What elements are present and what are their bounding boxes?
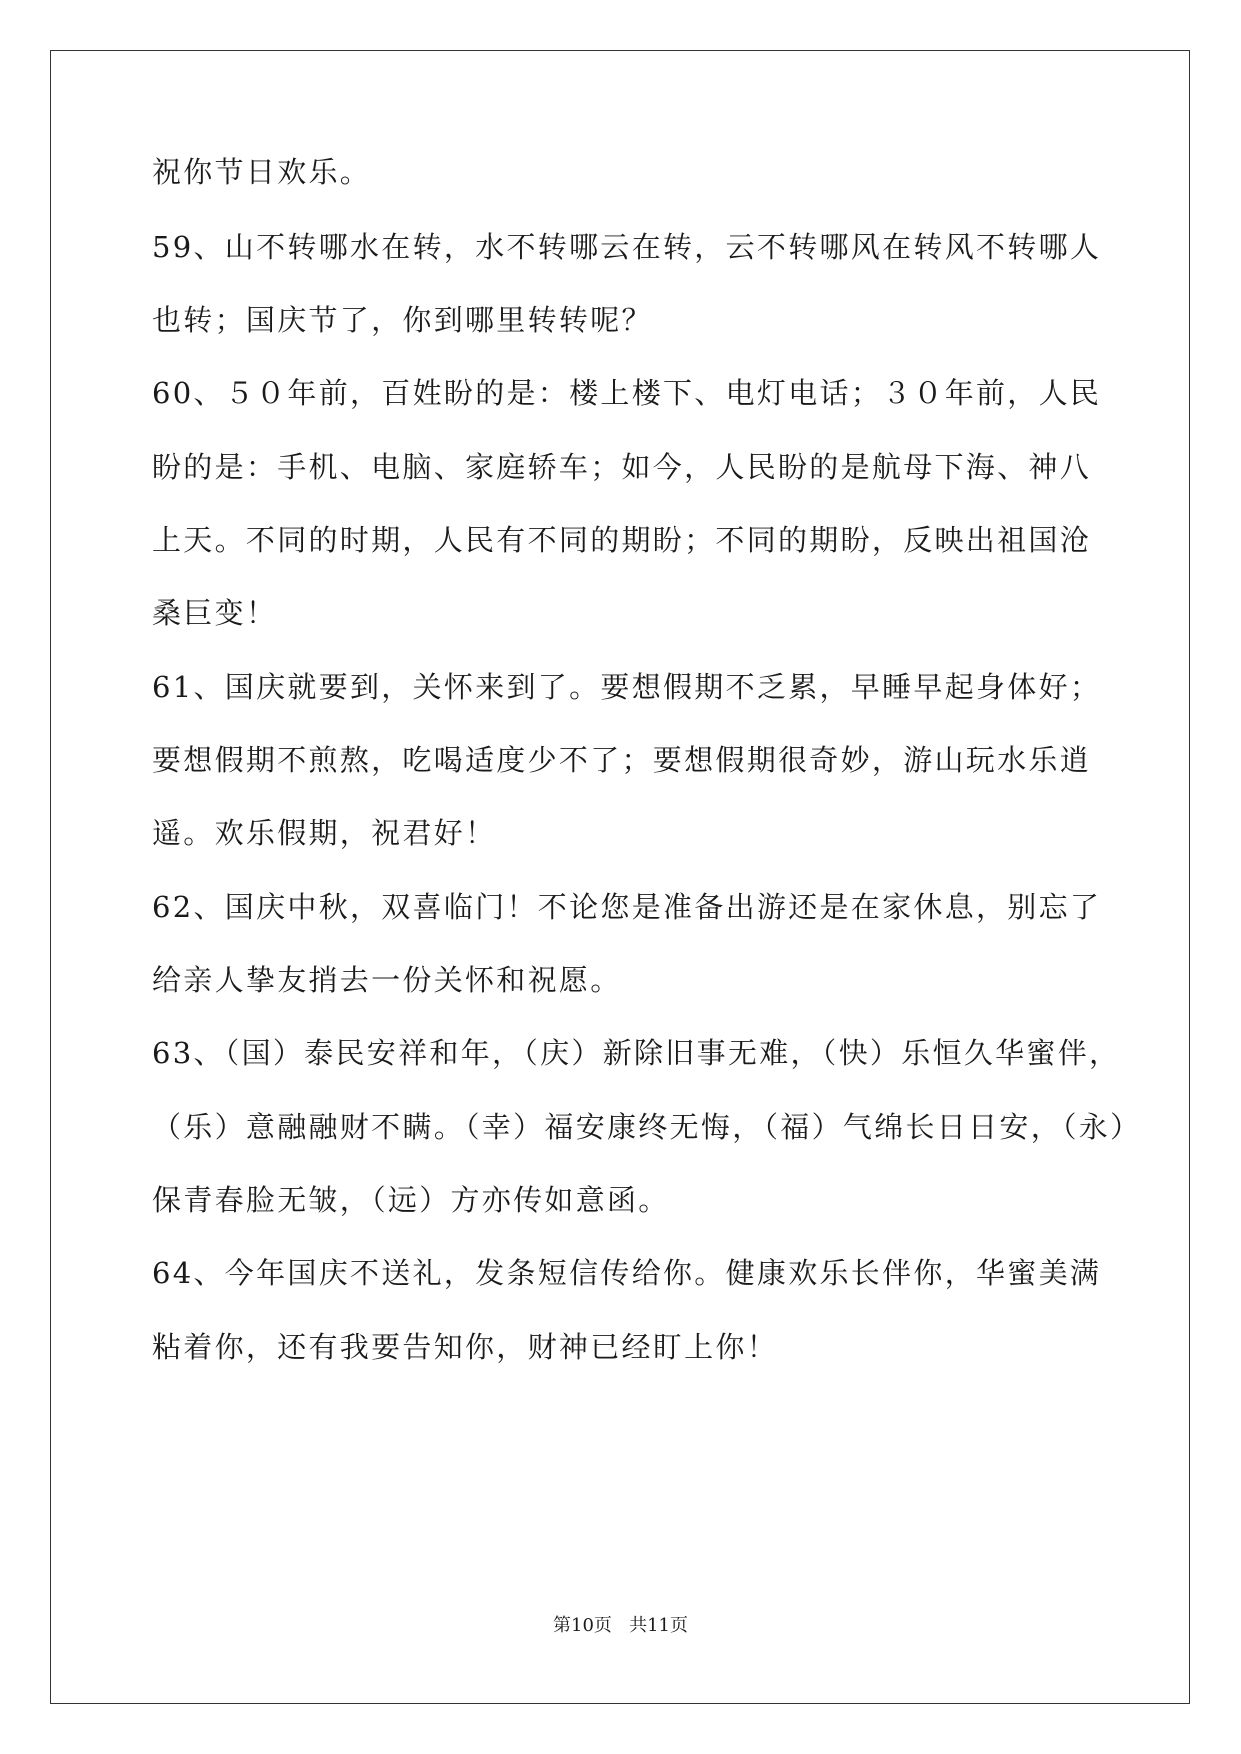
text-line: 60、５０年前，百姓盼的是：楼上楼下、电灯电话；３０年前，人民 [152,376,1102,410]
text-line: 祝你节日欢乐。 [152,155,372,189]
text-line: 59、山不转哪水在转，水不转哪云在转，云不转哪风在转风不转哪人 [152,230,1102,264]
text-line: 62、国庆中秋，双喜临门！不论您是准备出游还是在家休息，别忘了 [152,890,1102,924]
text-line: 61、国庆就要到，关怀来到了。要想假期不乏累，早睡早起身体好； [152,670,1102,704]
text-line: 桑巨变！ [152,596,278,630]
text-line: 盼的是：手机、电脑、家庭轿车；如今，人民盼的是航母下海、神八 [152,450,1092,484]
text-line: 上天。不同的时期，人民有不同的期盼；不同的期盼，反映出祖国沧 [152,523,1092,557]
page-number-footer [0,1614,1241,1638]
text-line: （乐）意融融财不瞒。（幸）福安康终无悔，（福）气绵长日日安，（永） [152,1110,1142,1144]
text-line: 63、（国）泰民安祥和年，（庆）新除旧事无难，（快）乐恒久华蜜伴， [152,1036,1121,1070]
text-line: 64、今年国庆不送礼，发条短信传给你。健康欢乐长伴你，华蜜美满 [152,1256,1102,1290]
page-number-label: 第10页 共11页 [553,1615,688,1636]
text-line: 给亲人挚友捎去一份关怀和祝愿。 [152,963,622,997]
text-line: 保青春脸无皱，（远）方亦传如意函。 [152,1183,670,1217]
text-line: 要想假期不煎熬，吃喝适度少不了；要想假期很奇妙，游山玩水乐逍 [152,743,1092,777]
text-line: 粘着你，还有我要告知你，财神已经盯上你！ [152,1330,779,1364]
text-line: 也转；国庆节了，你到哪里转转呢？ [152,303,653,337]
text-line: 遥。欢乐假期，祝君好！ [152,816,497,850]
page-border [50,50,1190,1704]
